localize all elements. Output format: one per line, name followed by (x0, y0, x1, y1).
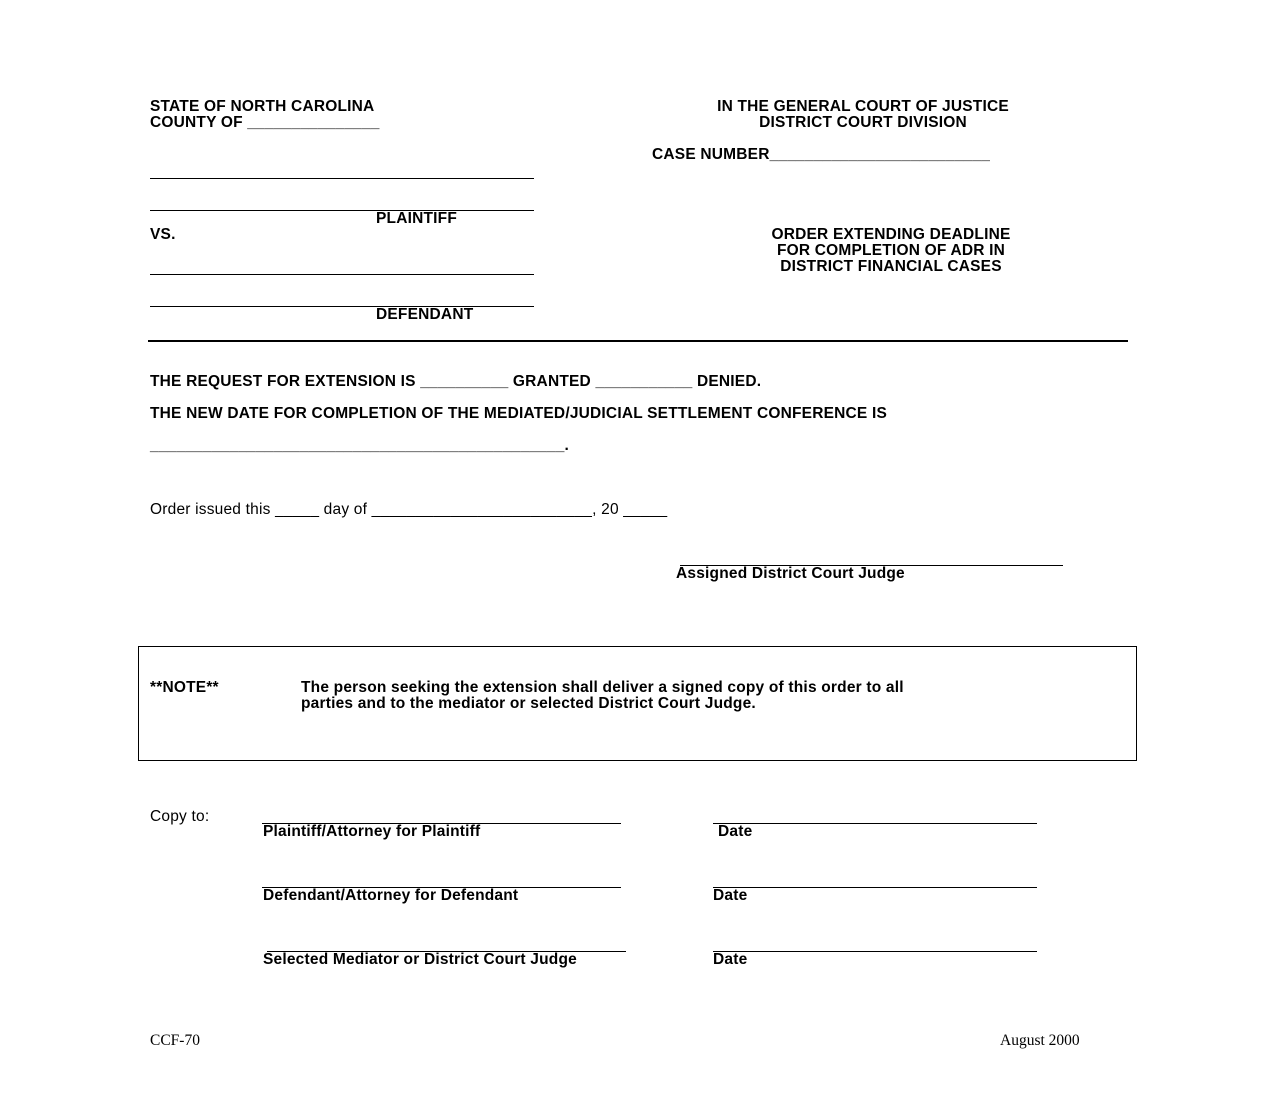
order-issued-line: Order issued this _____ day of _________________________, 20 _____ (150, 501, 668, 518)
new-date-blank: _______________________________________________. (150, 437, 570, 454)
copy-date-line (713, 951, 1037, 952)
defendant-line-2 (150, 306, 534, 307)
section-divider (148, 340, 1128, 342)
plaintiff-line-1 (150, 178, 534, 179)
defendant-line-1 (150, 274, 534, 275)
copy-date-line (713, 823, 1037, 824)
form-title-line-2: FOR COMPLETION OF ADR IN (776, 242, 1006, 259)
new-date-line: THE NEW DATE FOR COMPLETION OF THE MEDIATED/JUDICIAL SETTLEMENT CONFERENCE IS (150, 405, 888, 422)
plaintiff-label: PLAINTIFF (376, 210, 458, 227)
note-text-line-1: The person seeking the extension shall deliver a signed copy of this order to all (301, 679, 904, 696)
copy-recipient-date: Date (713, 887, 748, 904)
copy-recipient-name: Selected Mediator or District Court Judge (263, 951, 577, 968)
note-label: **NOTE** (150, 679, 219, 696)
case-number-field: CASE NUMBER_________________________ (652, 146, 991, 163)
form-title-line-3: DISTRICT FINANCIAL CASES (780, 258, 1002, 275)
copy-recipient-name: Plaintiff/Attorney for Plaintiff (263, 823, 481, 840)
form-title-line-1: ORDER EXTENDING DEADLINE (771, 226, 1011, 243)
copy-recipient-date: Date (718, 823, 753, 840)
court-division: DISTRICT COURT DIVISION (759, 114, 967, 131)
copy-recipient-date: Date (713, 951, 748, 968)
judge-signature-label: Assigned District Court Judge (676, 565, 905, 582)
copy-recipient-name: Defendant/Attorney for Defendant (263, 887, 519, 904)
defendant-label: DEFENDANT (376, 306, 474, 323)
versus-label: VS. (150, 226, 176, 243)
note-text-line-2: parties and to the mediator or selected District Court Judge. (301, 695, 756, 712)
plaintiff-line-2 (150, 210, 534, 211)
form-id: CCF-70 (150, 1032, 200, 1049)
copy-date-line (713, 887, 1037, 888)
state-name: STATE OF NORTH CAROLINA (150, 98, 375, 115)
court-name: IN THE GENERAL COURT OF JUSTICE (717, 98, 1009, 115)
form-revision-date: August 2000 (1000, 1032, 1080, 1049)
request-status-line: THE REQUEST FOR EXTENSION IS __________ GRANTED ___________ DENIED. (150, 373, 762, 390)
county-field: COUNTY OF _______________ (150, 114, 380, 131)
copy-to-label: Copy to: (150, 808, 210, 825)
